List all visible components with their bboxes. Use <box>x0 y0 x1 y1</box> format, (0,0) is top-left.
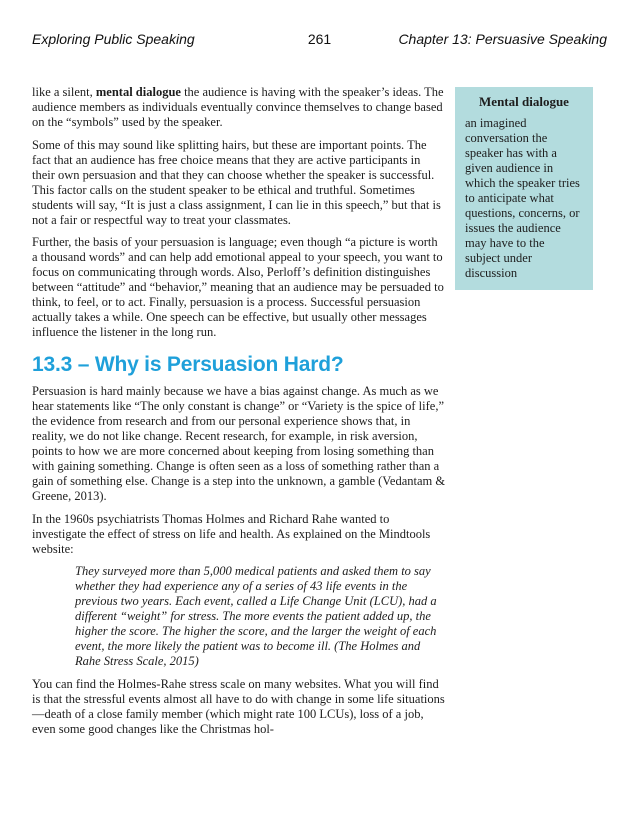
para1-text-before: like a silent, <box>32 85 96 99</box>
header-page-number: 261 <box>307 31 332 47</box>
header-chapter-title: Chapter 13: Persuasive Speaking <box>398 31 608 47</box>
paragraph-holmes-rahe-intro: In the 1960s psychiatrists Thomas Holmes and Richard Rahe wanted to investigate the effect of stress on life and health. As explained on the Mindtools website: <box>32 511 431 556</box>
section-heading-13-3: 13.3 – Why is Persuasion Hard? <box>32 353 344 376</box>
paragraph-stress-scale-websites: You can find the Holmes-Rahe stress scale on many websites. What you will find is that the stressful events almost all have to do with change in some life situations—death of a close family member (which might rate 100 LCUs), loss of a job, even some good changes like the Christmas hol- <box>32 676 445 736</box>
paragraph-basis-language: Further, the basis of your persuasion is language; even though “a picture is worth a thousand words” and can help add emotional appeal to your speech, you want to focus on communicating through words. Also, Perloff’s definition distinguishes between “attitude” and “behavior,” meaning that an audience may be persuaded to think, to feel, or to act. Finally, persuasion is a process. Successful persuasion actually takes a while. One speech can be effective, but usually other messages influence the listener in the long run. <box>32 235 444 339</box>
para1-text-after: the audience is having with the speaker’s ideas. The audience members as individuals eventually convince themselves to change based on the “symbols” used by the speaker. <box>32 85 444 129</box>
definition-text: an imagined conversation the speaker has with a given audience in which the speaker tries to anticipate what questions, concerns, or issues the audience may have to the subject under discussion <box>465 116 580 280</box>
main-text-column <box>32 85 446 744</box>
running-header <box>32 31 607 47</box>
paragraph-bias-against-change: Persuasion is hard mainly because we have a bias against change. As much as we hear statements like “The only constant is change” or “Variety is the spice of life,” the evidence from research and from our personal experience shows that, in reality, we do not like change. Recent research, for example, in risk aversion, points to how we are more concerned about keeping from losing something than with gaining something. Change is often seen as a loss of something rather than a gain of something else. Change is a step into the unknown, a gamble (Vedantam & Greene, 2013). <box>32 384 446 503</box>
paragraph-mental-dialogue-intro <box>32 85 446 130</box>
header-book-title: Exploring Public Speaking <box>32 31 195 47</box>
definition-term: Mental dialogue <box>479 94 569 109</box>
bold-term-mental-dialogue: mental dialogue <box>95 85 181 99</box>
definition-sidebar-box <box>455 87 593 290</box>
blockquote-holmes-rahe-study: They surveyed more than 5,000 medical patients and asked them to say whether they had experience any of a series of 43 life events in the previous two years. Each event, called a Life Change Unit (LCU), had a different “weight” for stress. The more events the patient added up, the higher the score. The higher the score, and the larger the weight of each event, the more likely the patient was to become ill. (The Holmes and Rahe Stress Scale, 2015) <box>75 564 437 668</box>
paragraph-splitting-hairs: Some of this may sound like splitting hairs, but these are important points. The fact that an audience has free choice means that they are active participants in their own persuasion and that they can choose whether the speaker is successful. This factor calls on the student speaker to be ethical and truthful. Sometimes students will say, “It is just a class assignment, I can lie in this speech,” but that is not a fair or respectful way to treat your classmates. <box>32 137 441 227</box>
